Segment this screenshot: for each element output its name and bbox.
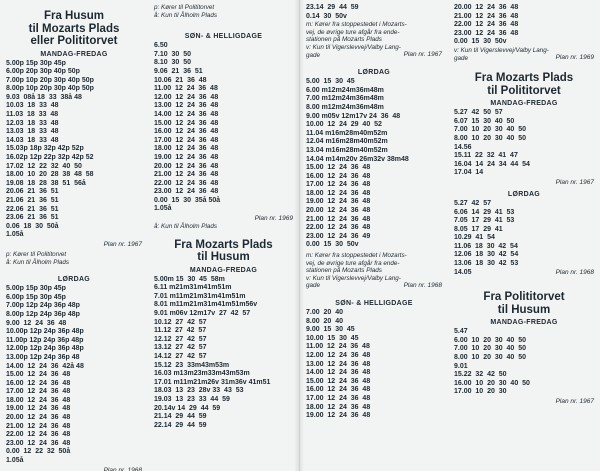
schedule-rows [454,200,594,277]
schedule-row: 14.05 [454,268,472,276]
schedule-row: 0.00 15 30 50v [306,241,359,249]
schedule-row: 11.12 27 42 57 [154,327,207,335]
schedule-row: 16.00 12 24 36 48 [306,386,371,394]
schedule-row: 11.00 12 24 36 48 [154,85,218,93]
schedule-row: 21.00 12 24 36 48 [454,12,519,20]
schedule-row: 15.00 12 24 36 48 [154,119,219,127]
schedule-row: 17.02 12 22 32 40 50 [6,162,82,170]
footnote [6,251,142,266]
section-heading: LØRDAG [507,190,541,198]
schedule-row: 13.03 18 33 48 [6,128,59,136]
schedule-row: 13.00 12 24 36 48 [306,360,371,368]
schedule-row: 10.29 41 54 [454,234,495,242]
schedule-row: 7.10 30 50 [154,50,191,58]
schedule-row: 17.00 12 24 36 48 [306,181,371,189]
schedule-row: 10.00 15 30 45 [306,334,359,342]
schedule-row: 5.27 42 50 57 [454,109,503,117]
schedule-row: 12.00 12 24 36 48 [154,93,219,101]
schedule-row: 16.03 m13m23m33m43m53m [154,370,250,378]
schedule-row: 19.00 12 24 36 48 [306,412,371,420]
schedule-row: 5.00p 15p 30p 45p [6,59,66,67]
footnote-line: vej, de øvrige ture afgår fra ende- [306,28,400,36]
schedule-row: 1.05å [6,457,24,465]
schedule-row: 5.27 42 57 [454,199,491,207]
schedule-row: 12.03 18 33 48 [6,119,59,127]
schedule-rows [306,78,442,250]
schedule-row: 23.00 12 24 36 49 [306,232,371,240]
schedule-row: 8.00 m12m24m36m48m [306,103,384,111]
schedule-row: 9.03 08å 18 33 38å 48 [6,93,82,101]
section-heading: MANDAG-FREDAG [40,50,108,58]
schedule-row: 22.00 12 24 36 48 [306,224,371,232]
schedule-row: 12.04 m16m28m40m52m [306,138,388,146]
footnote-line: gade [306,51,321,59]
schedule-row: 18.00 12 24 36 48 [306,189,371,197]
schedule-row: 22.14 29 44 59 [154,421,207,429]
footnote-line: v: Kun til Vigerslevvej/Valby Lang- [454,46,549,54]
schedule-row: 23.00 12 24 36 48 [154,188,219,196]
title-line: til Husum [197,251,250,264]
schedule-row: 8.00 20 40 [306,317,343,325]
schedule-row: 9.01 [454,362,468,370]
schedule-row: 5.00m 15 30 45 58m [154,275,225,283]
panel-1 [0,0,148,471]
schedule-row: 12.00p 12p 24p 36p 48p [6,345,84,353]
schedule-rows [6,285,142,465]
schedule-row: 17.04 14 [454,169,484,177]
schedule-row: 10.03 18 33 48 [6,102,59,110]
title-line: til Polititorvet [487,84,561,97]
title-line: Fra Husum [43,10,105,22]
schedule-row: 18.03 13 23 28v 33 43 53 [154,387,244,395]
schedule-rows [306,309,442,421]
plan-number: Plan nr. 1968 [403,282,442,289]
schedule-row: 8.10 30 50 [154,59,191,67]
schedule-row: 23.00 12 24 36 48 [6,439,71,447]
schedule-row: 14.03 18 33 48 [6,136,59,144]
schedule-row: 20.00 12 24 36 48 [454,4,519,11]
title-line: til Husum [497,303,551,316]
schedule-row: 20.00 12 24 36 48 [6,414,71,422]
footnote-line: m: Kører fra stoppestedet i Mozarts- [306,21,407,29]
panel-4 [448,0,600,471]
schedule-row: 7.00 10 20 30 40 50 [454,345,527,353]
schedule-row: 14.04 m14m20v 26m32v 38m48 [306,155,409,163]
schedule-row: 17.01 m11m21m26v 31m36v 41m51 [154,378,271,386]
footnote-line: stationen på Mozarts Plads [306,36,382,44]
schedule-row: 9.00 15 30 45 [306,326,355,334]
schedule-row: 0.06 18 30 50å [6,222,59,230]
schedule-row: 19.03 13 23 33 44 59 [154,395,230,403]
schedule-row: 16.00 12 24 36 48 [154,128,219,136]
title-mozarts-to-polititorvet [454,72,594,97]
schedule-row: 16.04 14 24 34 44 54 [454,160,530,168]
schedule-row: 17.00 12 24 36 48 [306,394,371,402]
schedule-row: 1.05å [6,231,24,239]
schedule-row: 8.01 m11m21m31m41m51m56v [154,301,258,309]
schedule-row: 16.00 12 24 36 48 [6,379,71,387]
schedule-row: 14.00 12 24 36 48 [154,110,219,118]
schedule-row: 15.00 12 24 36 48 [6,371,71,379]
footnote-line: m: Kører fra stoppestedet i Mozarts- [306,252,407,260]
title-polititorvet-to-husum [454,291,594,316]
footnote-line: p: Kører til Polititorvet [6,250,67,258]
schedule-row: 11.03 18 33 48 [6,111,59,119]
title-line: Fra Mozarts Plads [474,72,574,85]
schedule-row: 8.00 10 20 30 40 50 [454,354,527,362]
schedule-row: 10.00 12 24 29 40 52 [306,121,382,129]
footnote-line: p: Kører til Polititorvet [154,4,215,11]
schedule-row: 16.00 10 20 30 40 50 [454,379,530,387]
schedule-row: 19.00 12 24 36 48 [306,198,371,206]
footnote [154,4,293,19]
schedule-row: 10.12 27 42 57 [154,318,207,326]
schedule-row: 22.00 12 24 36 48 [6,431,71,439]
schedule-row: 10.00p 12p 24p 36p 48p [6,328,84,336]
schedule-row: 9.00 m05v 12m17v 24 36 48 [306,112,401,120]
footnote-line: stationen på Mozarts Plads [306,267,382,275]
schedule-row: 15.03p 18p 32p 42p 52p [6,145,84,153]
title-line: eller Polititorvet [30,35,118,47]
schedule-row: 13.00p 12p 24p 36p 48 [6,353,80,361]
schedule-row: 13.00 12 24 36 48 [154,102,219,110]
plan-number: Plan nr. 1967 [403,51,442,59]
schedule-row: 7.00 20 40 [306,309,343,316]
plan-number: Plan nr. 1969 [555,54,594,62]
schedule-row: 6.06 14 29 41 53 [454,208,515,216]
schedule-row: 21.14 29 44 59 [154,413,207,421]
schedule-row: 16.02p 12p 22p 32p 42p 52 [6,154,94,162]
plan-number: Plan nr. 1969 [254,215,293,223]
schedule-row: 23.00 12 24 36 48 [454,29,519,37]
schedule-row: 20.06 21 36 51 [6,188,59,196]
schedule-row: 8.05 17 29 41 [454,225,503,233]
schedule-row: 5.00p 15p 30p 45p [6,285,66,293]
schedule-row: 8.00 10 20 30 40 50 [454,134,527,142]
schedule-row: 22.00 12 24 36 48 [154,179,219,187]
schedule-rows [154,42,293,214]
schedule-row: 6.11 m21m31m41m51m [154,284,232,292]
footnote-line: vej, de øvrige ture afgår fra ende- [306,259,400,267]
schedule-row: 0.14 30 50v [306,12,347,20]
section-heading: MANDAG-FREDAG [490,319,558,327]
schedule-row: 11.00 12 24 36 48 [306,343,370,351]
schedule-row: 18.00 12 24 36 48 [306,403,371,411]
schedule-row: 7.05 17 29 41 53 [454,217,515,225]
schedule-row: 6.00 10 20 30 40 50 [454,336,527,344]
footnote-line: å: Kun til Ålholm Plads [154,11,217,19]
schedule-row: 0.00 12 22 32 50å [6,448,71,456]
schedule-row: 19.08 18 28 38 51 56å [6,179,86,187]
schedule-row: 9.00 12 24 36 48 [6,319,67,327]
footnote-line: v: Kun til Vigerslevvej/Valby Lang- [306,274,401,282]
schedule-row: 20.00 12 24 36 48 [154,162,219,170]
schedule-row: 23.06 21 36 51 [6,214,59,222]
schedule-row: 13.12 27 42 57 [154,344,207,352]
section-heading: LØRDAG [57,276,91,284]
schedule-row: 16.00 12 24 36 48 [306,172,371,180]
schedule-row: 22.06 21 36 51 [6,205,59,213]
schedule-row: 9.06 21 36 51 [154,67,203,75]
schedule-row: 17.00 12 24 36 48 [6,388,71,396]
schedule-row: 18.00 12 24 36 48 [6,396,71,404]
schedule-row: 20.14v 14 29 44 59 [154,404,221,412]
schedule-row: 18.00 10 20 28 38 48 58 [6,171,94,179]
section-heading: SØN- & HELLIGDAGE [184,33,263,41]
schedule-row: 14.12 27 42 57 [154,353,207,360]
schedule-row: 7.00 10 20 30 40 50 [454,126,527,134]
schedule-row: 6.50 [154,42,168,50]
schedule-row: 11.00p 12p 24p 36p 48p [6,336,84,344]
title-mozarts-to-husum [154,239,293,264]
footnote-line: å: Kun til Ålholm Plads [6,258,69,266]
schedule-row: 7.00p 12p 24p 36p 48p [6,302,80,310]
title-line: Fra Polititorvet [483,291,565,304]
schedule-row: 22.00 12 24 36 48 [454,21,519,29]
schedule-row: 14.00 12 24 36 48 [306,369,371,377]
title-line: til Mozarts Plads [28,22,120,35]
schedule-row: 9.01 m06v 12m17v 27 42 57 [154,310,251,318]
schedule-row: 12.12 27 42 57 [154,335,207,343]
schedule-row: 17.00 10 20 30 [454,388,507,396]
schedule-row: 21.00 12 24 36 48 [306,215,371,223]
panel-2 [148,0,300,471]
schedule-row: 21.00 12 24 36 48 [6,422,71,430]
schedule-row: 0.00 15 30 35å 50å [154,196,221,204]
schedule-row: 6.07 15 30 40 50 [454,117,515,125]
section-heading: SØN- & HELLIGDAGE [335,300,413,307]
plan-number: Plan nr. 1968 [103,466,142,471]
schedule-row: 14.56 [454,143,472,151]
schedule-rows [454,328,594,397]
plan-number: Plan nr. 1968 [555,269,594,277]
schedule-row: 12.00 12 24 36 48 [306,351,371,359]
schedule-row: 1.05å [154,205,172,213]
schedule-row: 15.11 22 32 41 47 [454,152,518,160]
schedule-rows [154,276,293,431]
schedule-row: 5.47 [454,328,468,336]
footnote-line: å: Kun til Ålholm Plads [154,223,217,231]
schedule-row: 21.00 12 24 36 48 [154,171,219,179]
schedule-row: 10.06 21 36 48 [154,76,207,84]
schedule-row: 6.00p 20p 30p 40p 50p [6,68,80,76]
footnote [154,223,293,231]
schedule-rows [6,60,142,240]
schedule-row: 7.00 m12m24m36m48m [306,95,384,103]
schedule-row: 14.00 12 24 36 42å 48 [6,362,84,370]
schedule-row: 15.00 12 24 36 48 [306,164,371,172]
section-heading: LØRDAG [357,69,391,77]
schedule-row: 6.00p 15p 30p 45p [6,293,66,301]
schedule-rows [306,4,442,21]
plan-number: Plan nr. 1967 [103,240,142,248]
schedule-row: 17.00 12 24 36 48 [154,136,219,144]
schedule-row: 19.00 12 24 36 48 [154,153,219,161]
schedule-row: 15.12 23 33m43m53m [154,361,230,369]
footnote-line: gade [306,282,321,290]
section-heading: MANDAG-FREDAG [189,266,258,274]
schedule-row: 13.04 m16m28m40m52m [306,146,388,154]
plan-number: Plan nr. 1967 [555,178,594,186]
schedule-row: 0.00 15 30 50v [454,38,507,46]
schedule-row: 12.06 18 30 42 54 [454,251,519,259]
schedule-row: 11.06 18 30 42 54 [454,242,518,250]
schedule-row: 13.06 18 30 42 53 [454,260,519,268]
schedule-row: 15.22 32 42 50 [454,371,507,379]
schedule-row: 8.00p 12p 24p 36p 48p [6,310,80,318]
title-line: Fra Mozarts Plads [174,238,273,251]
schedule-row: 20.00 12 24 36 48 [306,207,371,215]
panel-3 [300,0,448,471]
section-heading: MANDAG-FREDAG [490,100,558,108]
schedule-row: 19.00 12 24 36 48 [6,405,71,413]
schedule-row: 7.00p 10p 20p 30p 40p 50p [6,76,94,84]
schedule-row: 7.01 m11m21m31m41m51m [154,292,246,300]
schedule-row: 18.00 12 24 36 48 [154,145,219,153]
schedule-row: 5.00 15 30 45 [306,78,355,86]
footnote-line: v: Kun til Vigerslevvej/Valby Lang- [306,43,401,51]
schedule-row: 15.00 12 24 36 48 [306,377,371,385]
plan-number: Plan nr. 1967 [555,398,594,405]
schedule-rows [454,109,594,178]
schedule-row: 11.04 m16m28m40m52m [306,129,388,137]
footnote-line: gade [454,54,469,62]
schedule-rows [454,4,594,47]
schedule-row: 21.06 21 36 51 [6,197,59,204]
title-husum-to-mozarts [6,10,142,48]
schedule-row: 8.00p 10p 20p 30p 40p 50p [6,85,94,93]
schedule-row: 6.00 m12m24m36m48m [306,86,384,94]
schedule-row: 23.14 29 44 59 [306,4,359,11]
